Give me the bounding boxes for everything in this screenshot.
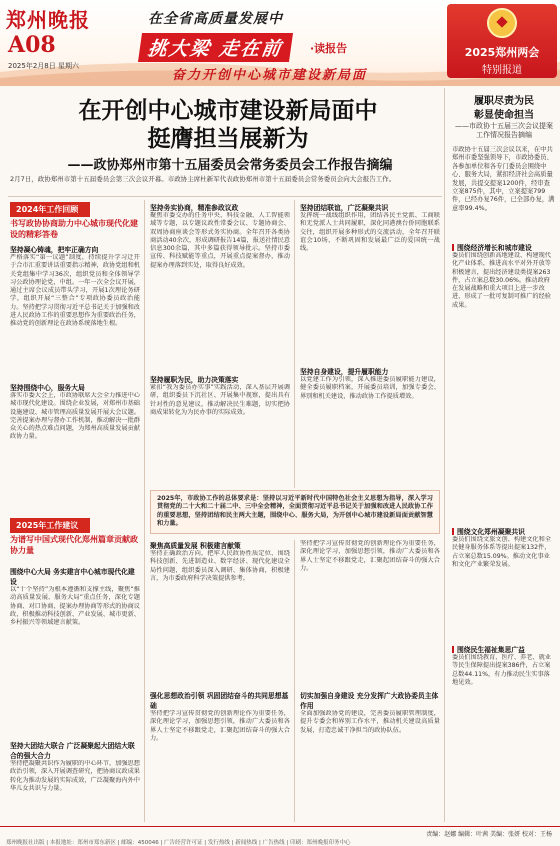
column1-body-4: 坚持把凝聚共识作为履职的中心环节，加强思想政治引领，深入开展调查研究，把协商议政成果转化为推动发展的实际成效，广泛凝聚海内外中华儿女共识与力量。 bbox=[10, 760, 140, 792]
sidebar-title-line1: 履职尽责为民 bbox=[474, 96, 534, 107]
section-banner-2025-suggestions: 2025年工作建议 bbox=[10, 518, 90, 533]
article-title-line2: 挺膺担当展新为 bbox=[147, 125, 309, 152]
column1-subheading-2: 坚持围绕中心，服务大局 bbox=[10, 384, 85, 392]
header-slogan-highlight: 挑大梁 走在前 bbox=[138, 33, 293, 62]
sidebar-title-line2: 彰显使命担当 bbox=[474, 110, 534, 121]
column-divider bbox=[294, 540, 295, 822]
sidebar-lead: 市政协十五届三次会议以来，在中共郑州市委坚强领导下，市政协委员、各参加单位和各专门委员会围绕中心、服务大局，紧扣经济社会高质量发展，共提交提案1200件，经审查立案875件，其中，立案提案799件，已经办复76件，已全部办复，满意率99.4%。 bbox=[452, 146, 555, 212]
article-subtitle: ——政协郑州市第十五届委员会常务委员会工作报告摘编 bbox=[67, 158, 393, 173]
badge-title: 2025郑州两会 bbox=[464, 46, 540, 59]
sidebar-heading-2: 围绕文化郑州凝聚共识 bbox=[452, 526, 556, 536]
page-date: 2025年2月8日 星期六 bbox=[8, 62, 79, 70]
column2b-subheading-2: 强化思想政治引领 巩固团结奋斗的共同思想基础 bbox=[150, 692, 289, 710]
column2-subheading-1: 坚持务实协商，精准参政议政 bbox=[150, 204, 239, 212]
sidebar-heading-1: 围绕经济增长和城市建设 bbox=[452, 242, 556, 252]
general-requirements-box: 2025年，市政协工作的总体要求是：坚持以习近平新时代中国特色社会主义思想为指导，深入学习贯彻党的二十大和二十届二中、三中全会精神，全面贯彻习近平总书记关于加强和改进人民政协工作的重要思想，坚持团结和民主两大主题，围绕中心、服务大局，为开创中心城市建设新局面贡献智慧和力量。 bbox=[150, 490, 440, 534]
page-number: A08 bbox=[8, 32, 56, 58]
column1-body-2: 落实市委大会上，市政协联席大会全力推进中心城市现代化建设。围绕企业发展，对郑州市基础设施建设、城市管理高质量发展开展大会议题。完善提案办理与督办工作机制，推动解决一批群众关心的热点难点问题，为郑州高质量发展贡献政协力量。 bbox=[10, 392, 140, 441]
column2b-body-2: 坚持把学习宣传贯彻党的创新理论作为重要任务，深化理论学习，加强思想引领，推动广大委员和各界人士坚定不移跟党走，汇聚起团结奋斗的强大合力。 bbox=[150, 710, 290, 742]
column3b-body-0: 坚持把学习宣传贯彻党的创新理论作为重要任务，深化理论学习，加强思想引领，推动广大委员和各界人士坚定不移跟党走，汇聚起团结奋斗的强大合力。 bbox=[300, 540, 440, 572]
column1-subheading-1: 坚持凝心铸魂，把牢正确方向 bbox=[10, 246, 99, 254]
header-slogan-line3: 奋力开创中心城市建设新局面 bbox=[172, 68, 368, 83]
column3b-body-1: 全面加强政协党的建设，完善委员履职管理制度，提升专委会和界别工作水平，推动机关建设高质量发展，打造忠诚干净担当的政协队伍。 bbox=[300, 710, 440, 734]
editor-credits: 责编：赵娜 编辑：叶茜 美编：张妍 校对：王杨 bbox=[426, 831, 552, 838]
sidebar-subtitle: ——市政协十五届三次会议提案工作情况报告摘编 bbox=[455, 122, 553, 139]
sidebar-body-3: 委员们围绕教育、医疗、养老、就业等民生保障提出提案386件，占立案总数44.11%，有力推动民生实事落地见效。 bbox=[452, 654, 551, 686]
page-footer bbox=[0, 826, 560, 846]
column3-subheading-2: 坚持自身建设，提升履职能力 bbox=[300, 368, 389, 376]
column2b-body-1: 坚持正确政治方向，把牢人民政协性质定位，围绕科技创新、先进制造业、数字经济、现代化建设全局性问题，组织委员深入调研、集体协商，积极建言，为市委政府科学决策提供参考。 bbox=[150, 550, 290, 582]
column1-subheading-3: 围绕中心大局 务实建言中心城市现代化建设 bbox=[10, 568, 135, 586]
column-divider bbox=[444, 88, 445, 822]
column-divider bbox=[144, 200, 145, 822]
column1-body-3: 以“十个坚持”为根本遵循和支撑主线，聚焦“推动高质量发展、服务大局”重点任务，深化专题协商、对口协商、提案办理协商等形式的协商议政，积极推动科技创新、产业发展、城市更新、乡村振兴等领域建言献策。 bbox=[10, 586, 140, 627]
divider bbox=[8, 196, 442, 197]
article-title-line1: 在开创中心城市建设新局面中 bbox=[78, 97, 378, 124]
sidebar-body-1: 委员们围绕创新高地建设、构建现代化产业体系，推进高水平对外开放等积极建言，提出经济建设类提案263件，占立案总数30.06%。推动政府在发展战略和重大项目上进一步改进，形成了一批可复制可推广的经验成果。 bbox=[452, 252, 551, 309]
badge-subtitle: 特别报道 bbox=[482, 65, 522, 76]
column1-body-1: 严格落实“第一议题”制度，持续提升学习迁开于合市汇重要讲话重要指示精神，政协党组和机关党组集中学习36次，组织党员和全体领导学习公政协理论党，中组。一年一次全会议开展，通过主席会议成员带头学习，开展1次理论务研学，组织开展“三整合”专项政协委员政治能力。坚持把学习贯彻习近平总书记关于加强和改进人民政协工作的重要思想作为重要政治任务，推动党的创新理论在政协系统落地生根。 bbox=[10, 254, 140, 328]
national-emblem-icon bbox=[487, 8, 517, 38]
column3-body-2: 以党建工作为引领，深入推进委员履职能力建设，健全委员履职档案，开展委员培训，加强专委会、界别和机关建设，推动政协工作提质增效。 bbox=[300, 376, 440, 400]
header-slogan-suffix: ·读报告 bbox=[310, 42, 348, 55]
section-heading-review: 书写政协协商助力中心城市现代化建设的精彩答卷 bbox=[10, 219, 138, 239]
paper-logo: 郑州晚报 bbox=[6, 8, 90, 32]
section-banner-2024-review: 2024年工作回顾 bbox=[10, 202, 90, 217]
column2-body-2: 紧扣“我为委员办实事”实践活动，深入基层开展调研，组织委员下沉社区、开展集中视察，提出具有针对性的意见建议，推动解决民生难题，切实把协商成果转化为为民办事的实际成效。 bbox=[150, 384, 290, 416]
header-slogan-line1: 在全省高质量发展中 bbox=[148, 11, 283, 27]
column2-body-1: 聚焦市委交办的任务中央、科技金融、人工智能领域等专题，以专题议政性常委会议、专题协商会、双周协商座谈会等形式务实协商。全年召开各类协商活动40余次，形成调研报告14篇，报送社情民意信息300余篇，其中多篇获得领导批示。坚持市委宣传、科技赋能等重点，开展重点提案督办，推动提案办理落到实处，取得良好成效。 bbox=[150, 212, 290, 269]
special-report-badge bbox=[447, 4, 557, 78]
section-heading-suggestions: 为谱写中国式现代化郑州篇章贡献政协力量 bbox=[10, 535, 138, 555]
column-divider bbox=[294, 200, 295, 488]
column3b-subheading-1: 切实加强自身建设 充分发挥广大政协委员主体作用 bbox=[300, 692, 439, 710]
publisher-address: 郑州晚报社出版 | 本报地址：郑州市郑东新区 | 邮编：450046 | 广告经营许可证 | 发行热线 | 新闻热线 | 广告热线 | 印刷：郑州晚报印务中心 bbox=[6, 840, 351, 846]
sidebar-heading-3: 围绕民生福祉集思广益 bbox=[452, 644, 556, 654]
sidebar-body-2: 委员们围绕文旅文创、构建文化和全民健身服务体系等提出提案132件，占立案总数15.09%。推动文化事业和文化产业繁荣发展。 bbox=[452, 536, 551, 568]
column1-subheading-4: 坚持大团结大联合 广泛凝聚起大团结大联合的强大合力 bbox=[10, 742, 135, 760]
column3-body-1: 发挥统一战线组织作用，团结各民主党派、工商联和无党派人士共同履职，深化同港澳台侨同胞联系交往，组织开展多种形式的交流活动，全年召开联谊会10场，不断巩固和发展最广泛的爱国统一战线。 bbox=[300, 212, 440, 253]
column3-subheading-1: 坚持团结联谊，广泛凝聚共识 bbox=[300, 204, 389, 212]
column2-subheading-2: 坚持履职为民，助力决策落实 bbox=[150, 376, 239, 384]
column2b-subheading-1: 聚焦高质量发展 积极建言献策 bbox=[150, 542, 241, 550]
article-intro: 2月7日，政协郑州市第十五届委员会第三次会议开幕。市政协主席杜新军代表政协郑州市第十五届委员会常务委员会向大会报告工作。 bbox=[10, 175, 396, 183]
